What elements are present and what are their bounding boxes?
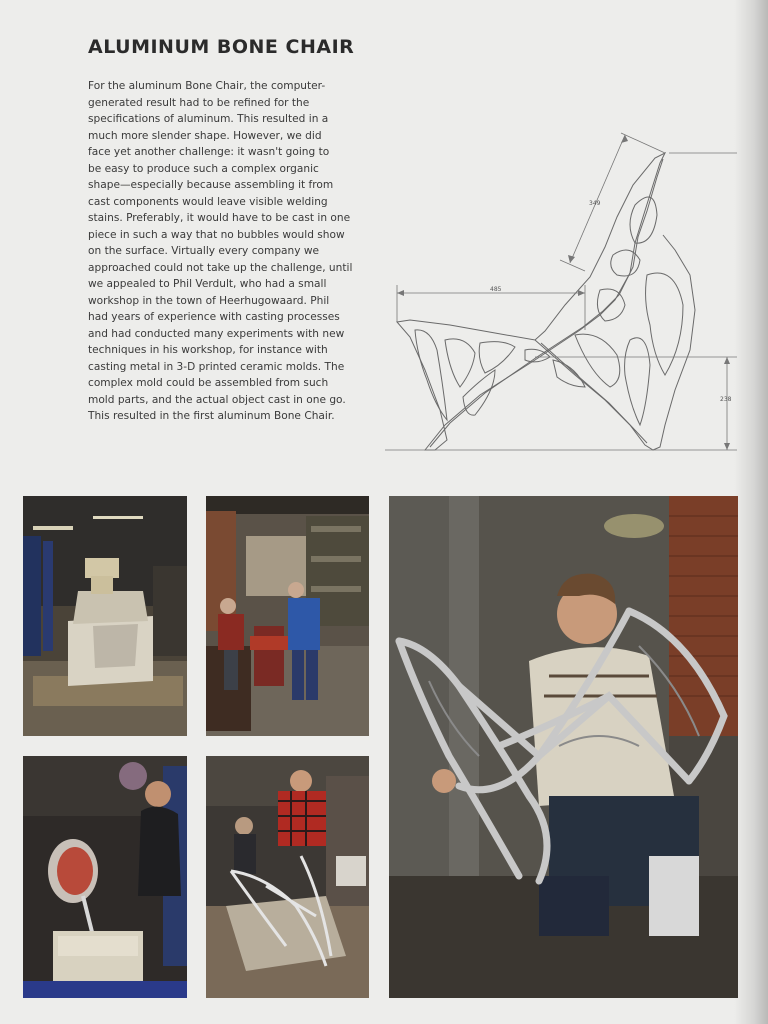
text-line: stains. Preferably, it would have to be cast in one: [88, 212, 351, 224]
text-line: workshop in the town of Heerhugowaard. Phil: [88, 294, 330, 307]
text-line: piece in such a way that no bubbles would show: [88, 228, 345, 241]
page-title: ALUMINUM BONE CHAIR: [88, 36, 355, 58]
text-line: we appealed to Phil Verdult, who had a small: [88, 278, 327, 290]
text-line: approached could not take up the challenge, until: [88, 261, 353, 274]
text-line: mold parts, and the actual object cast in one go.: [88, 393, 346, 406]
text-line: face yet another challenge: it wasn't going to: [88, 146, 330, 158]
dimension-lines: [385, 133, 737, 450]
text-line: specifications of aluminum. This resulted in a: [88, 113, 329, 125]
text-line: complex mold could be assembled from such: [88, 377, 329, 389]
text-line: cast components would leave visible welding: [88, 195, 328, 208]
dimension-label-back: 349: [589, 200, 601, 207]
chair-technical-drawing: [385, 125, 745, 460]
text-line: had years of experience with casting processes: [88, 311, 340, 323]
text-line: shape—especially because assembling it from: [88, 179, 334, 191]
photo-pouring-metal: [23, 756, 187, 998]
dimension-label-seat-depth: 485: [490, 286, 502, 293]
chair-outline: [397, 153, 695, 450]
text-line: and had conducted many experiments with new: [88, 327, 345, 340]
text-line: For the aluminum Bone Chair, the computer-: [88, 80, 326, 92]
text-line: generated result had to be refined for the: [88, 96, 310, 109]
text-line: This resulted in the first aluminum Bone Chair.: [88, 410, 335, 422]
text-line: much more slender shape. However, we did: [88, 129, 322, 142]
photo-workshop-workers: [206, 496, 369, 736]
dimension-label-seat-height: 238: [720, 396, 732, 403]
article-body: [88, 78, 358, 425]
photo-man-with-chair: [389, 496, 738, 998]
photo-cast-chair-in-mold: [206, 756, 369, 998]
text-line: on the surface. Virtually every company we: [88, 245, 320, 257]
text-line: be easy to produce such a complex organic: [88, 162, 319, 175]
text-line: casting metal in 3-D printed ceramic molds. The: [88, 360, 345, 373]
photo-mold-assembly: [23, 496, 187, 736]
text-line: techniques in his workshop, for instance with: [88, 344, 328, 356]
